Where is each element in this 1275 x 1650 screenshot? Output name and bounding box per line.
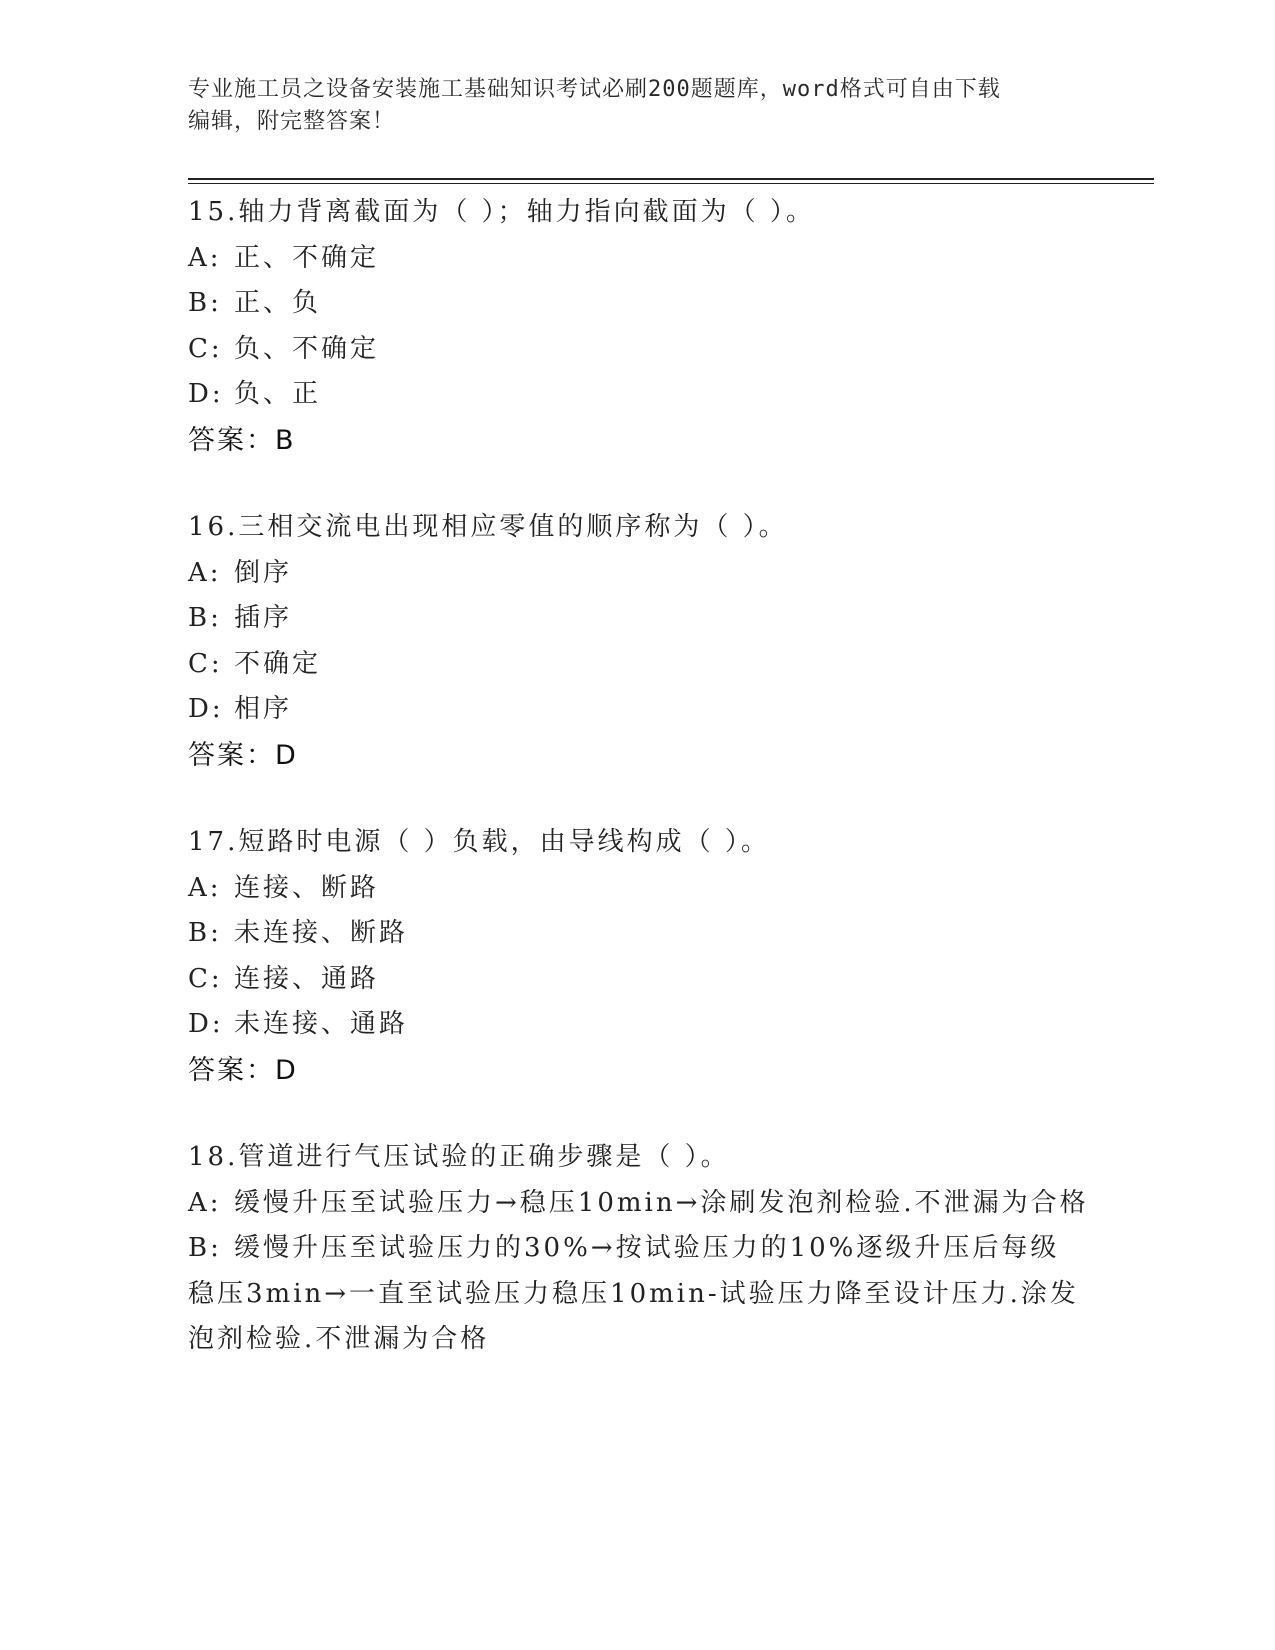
question-17 xyxy=(188,820,1108,1093)
option-label: B: xyxy=(188,288,222,318)
option-c xyxy=(188,642,1108,688)
answer-text: 答案：D xyxy=(188,739,298,771)
question-15 xyxy=(188,190,1108,463)
option-text: 连接、通路 xyxy=(234,963,380,994)
header-line-1: 专业施工员之设备安装施工基础知识考试必刷200题题库，word格式可自由下载 xyxy=(188,77,1001,102)
option-a xyxy=(188,1181,1108,1227)
option-text: 倒序 xyxy=(234,557,293,588)
option-text: 未连接、通路 xyxy=(234,1009,409,1039)
option-d xyxy=(188,372,1108,418)
option-text: 缓慢升压至试验压力→稳压10min→涂刷发泡剂检验.不泄漏为合格 xyxy=(234,1187,1089,1218)
option-text: 不确定 xyxy=(234,648,322,679)
option-label: D: xyxy=(188,379,224,409)
option-b xyxy=(188,1226,1088,1363)
option-text: 正、不确定 xyxy=(234,242,380,273)
option-b xyxy=(188,281,1108,327)
option-label: A: xyxy=(188,557,222,588)
answer-text: 答案：B xyxy=(188,424,296,456)
option-label: B: xyxy=(188,603,222,633)
question-16 xyxy=(188,505,1108,778)
question-stem: 16.三相交流电出现相应零值的顺序称为（ ）。 xyxy=(188,512,788,542)
question-stem: 18.管道进行气压试验的正确步骤是（ ）。 xyxy=(188,1142,730,1172)
option-text: 负、不确定 xyxy=(234,333,380,364)
option-a xyxy=(188,236,1108,282)
option-label: C: xyxy=(188,648,223,679)
option-d xyxy=(188,687,1108,733)
option-label: C: xyxy=(188,333,223,364)
option-d xyxy=(188,1002,1108,1048)
option-label: C: xyxy=(188,963,223,994)
header-divider-thick xyxy=(188,178,1154,180)
option-text: 正、负 xyxy=(234,288,322,318)
question-18 xyxy=(188,1135,1108,1363)
option-b xyxy=(188,596,1108,642)
option-c xyxy=(188,957,1108,1003)
option-label: B: xyxy=(188,918,222,948)
option-a xyxy=(188,866,1108,912)
option-text: 负、正 xyxy=(234,379,322,409)
question-stem: 15.轴力背离截面为（ ）；轴力指向截面为（ ）。 xyxy=(188,197,815,227)
option-b xyxy=(188,911,1108,957)
option-label: A: xyxy=(188,242,222,273)
option-label: A: xyxy=(188,872,222,903)
option-text: 连接、断路 xyxy=(234,872,380,903)
option-text: 插序 xyxy=(234,603,293,633)
option-label: D: xyxy=(188,694,224,724)
header-divider-thin xyxy=(188,183,1154,184)
option-text: 未连接、断路 xyxy=(234,918,409,948)
header-line-2: 编辑，附完整答案！ xyxy=(188,109,396,134)
option-a xyxy=(188,551,1108,597)
option-text: 缓慢升压至试验压力的30%→按试验压力的10%逐级升压后每级稳压3min→一直至试验压力稳压10min-试验压力降至设计压力.涂发泡剂检验.不泄漏为合格 xyxy=(188,1233,1079,1354)
answer-text: 答案：D xyxy=(188,1054,298,1086)
option-label: B: xyxy=(188,1233,222,1263)
option-text: 相序 xyxy=(234,694,293,724)
option-label: D: xyxy=(188,1009,224,1039)
option-c xyxy=(188,327,1108,373)
option-label: A: xyxy=(188,1187,222,1218)
document-header xyxy=(188,74,1068,138)
question-stem: 17.短路时电源（ ）负载，由导线构成（ ）。 xyxy=(188,827,770,857)
question-list xyxy=(188,190,1108,1405)
